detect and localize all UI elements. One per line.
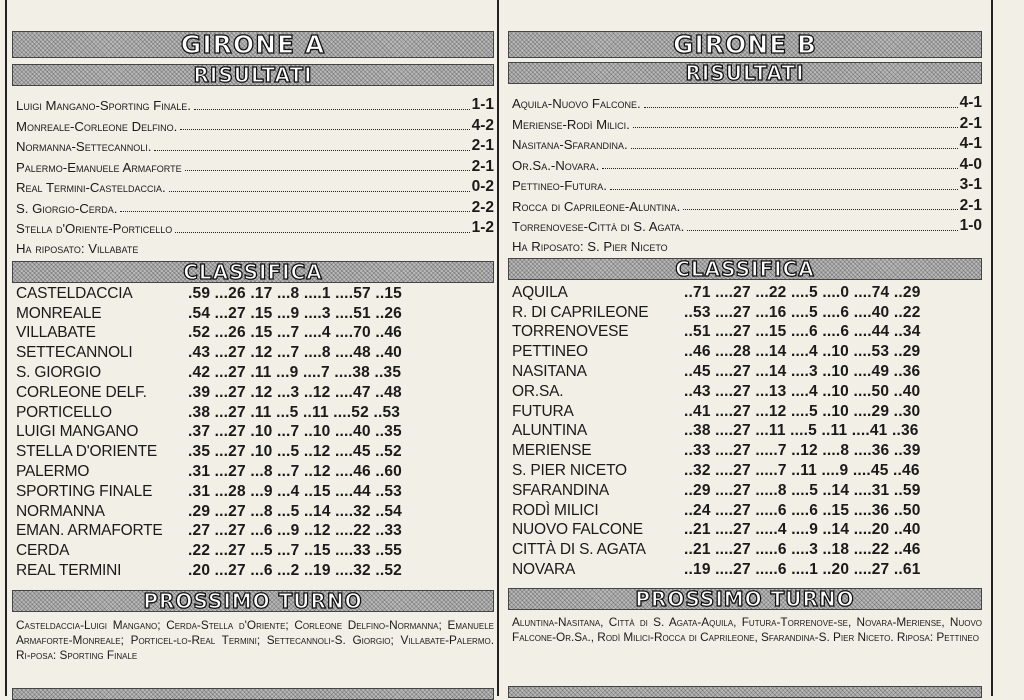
standings-row <box>512 422 982 442</box>
team-stats: ..53 ....27 ...16 ....5 ....6 ....40 ..22 <box>684 303 921 321</box>
result-row <box>512 111 982 132</box>
result-score: 1-2 <box>471 219 494 236</box>
team-name: RODÌ MILICI <box>512 501 599 519</box>
result-score: 0-2 <box>471 178 494 195</box>
girone-b-header <box>508 31 982 58</box>
team-stats: .37 ...27 .10 ...7 ..10 ....40 ..35 <box>188 423 402 441</box>
team-stats: ..21 ....27 .....4 ....9 ..14 ....20 ..40 <box>684 521 921 539</box>
result-match: Monreale-Corleone Delfino. <box>16 118 178 134</box>
standings-row <box>512 540 982 560</box>
result-score: 3-1 <box>959 176 982 193</box>
bottom-bar <box>508 686 982 698</box>
standings-row <box>16 284 494 304</box>
result-row <box>512 90 982 111</box>
standings-row <box>16 442 494 462</box>
result-score: 4-1 <box>959 135 982 152</box>
riposo-note: Ha Riposato: S. Pier Niceto <box>512 238 668 254</box>
standings-row <box>512 283 982 303</box>
girone-a-header <box>12 31 494 58</box>
standings-row <box>512 303 982 323</box>
team-stats: .35 ...27 .10 ...5 ..12 ....45 ..52 <box>188 443 402 461</box>
bottom-bar <box>12 688 494 700</box>
standings-row <box>16 462 494 482</box>
team-name: CERDA <box>16 542 70 560</box>
team-name: NORMANNA <box>16 502 105 520</box>
team-stats: .43 ...27 .12 ...7 ....8 ....48 ..40 <box>188 344 402 362</box>
standings-row <box>16 403 494 423</box>
girone-a-risultati-header <box>12 64 494 86</box>
team-stats: .31 ...28 ...9 ...4 ..15 ....44 ..53 <box>188 482 402 500</box>
team-name: FUTURA <box>512 402 574 420</box>
standings-row <box>16 541 494 561</box>
column-rule-left <box>5 0 7 696</box>
risultati-title: RISULTATI <box>685 61 805 85</box>
standings-row <box>512 402 982 422</box>
team-name: R. DI CAPRILEONE <box>512 303 649 321</box>
team-name: ALUNTINA <box>512 422 588 440</box>
result-match: Stella d'Oriente-Porticello <box>16 221 173 237</box>
result-match: Nasitana-Sfarandina. <box>512 137 628 153</box>
girone-b-title: GIRONE B <box>672 30 818 59</box>
team-stats: .22 ...27 ...5 ...7 ..15 ....33 ..55 <box>188 542 402 560</box>
team-name: LUIGI MANGANO <box>16 423 139 441</box>
result-match: Rocca di Caprileone-Aluntina. <box>512 198 681 214</box>
standings-row <box>16 363 494 383</box>
standings-row <box>512 501 982 521</box>
result-score: 1-0 <box>959 217 982 234</box>
result-match: Aquila-Nuovo Falcone. <box>512 96 641 112</box>
girone-b-prossimo-text: Aluntina-Nasitana, Città di S. Agata-Aquila, Futura-Torrenove-se, Novara-Meriense, Nuovo Falcone-Or.Sa., Rodì Milici-Rocca di Caprileone, Sfarandina-S. Pier Niceto. Riposa: Pettineo <box>512 615 982 644</box>
result-match: S. Giorgio-Cerda. <box>16 200 118 216</box>
standings-row <box>512 461 982 481</box>
standings-row <box>512 441 982 461</box>
team-stats: ..33 ....27 .....7 ..12 ....8 ....36 ..39 <box>684 442 921 460</box>
team-name: S. GIORGIO <box>16 364 101 382</box>
team-stats: ..51 ....27 ...15 ....6 ....6 ....44 ..34 <box>684 323 921 341</box>
result-row <box>16 215 494 236</box>
result-score: 2-1 <box>959 196 982 214</box>
standings-row <box>512 382 982 402</box>
girone-a-title: GIRONE A <box>180 30 326 59</box>
team-name: VILLABATE <box>16 324 96 342</box>
team-name: MERIENSE <box>512 442 592 460</box>
girone-b-results <box>512 90 982 254</box>
team-stats: ..43 ....27 ...13 ....4 ..10 ....50 ..40 <box>684 382 921 400</box>
result-row <box>512 213 982 234</box>
team-name: CITTÀ DI S. AGATA <box>512 541 646 559</box>
team-stats: ..21 ....27 .....6 ....3 ..18 ....22 ..46 <box>684 541 921 559</box>
result-row <box>512 193 982 214</box>
team-name: REAL TERMINI <box>16 562 122 580</box>
team-stats: .42 ...27 .11 ...9 ....7 ....38 ..35 <box>188 364 402 382</box>
girone-a-column <box>12 0 494 696</box>
team-name: OR.SA. <box>512 382 564 400</box>
team-stats: .52 ...26 .15 ...7 ....4 ....70 ..46 <box>188 324 402 342</box>
team-name: TORRENOVESE <box>512 323 629 341</box>
team-stats: .29 ...27 ...8 ...5 ..14 ....32 ..54 <box>188 502 402 520</box>
risultati-title: RISULTATI <box>193 63 313 87</box>
prossimo-turno-title: PROSSIMO TURNO <box>635 587 855 611</box>
girone-a-results <box>16 92 494 256</box>
standings-row <box>16 343 494 363</box>
standings-row <box>16 522 494 542</box>
girone-b-standings <box>512 283 982 580</box>
team-stats: ..38 ....27 ...11 ....5 ..11 ....41 ..36 <box>684 422 919 440</box>
girone-a-prossimo-text: Casteldaccia-Luigi Mangano; Cerda-Stella d'Oriente; Corleone Delfino-Normanna; Emanuele Armaforte-Monreale; Porticel-lo-Real Termini; Settecannoli-S. Giorgio; Villabate-Palermo. Ri-posa: Sporting Finale <box>16 618 494 662</box>
team-stats: ..19 ....27 .....6 ....1 ..20 ....27 ..61 <box>684 561 921 579</box>
result-row <box>16 195 494 216</box>
column-rule-middle <box>497 0 499 696</box>
result-match: Pettineo-Futura. <box>512 178 607 194</box>
team-stats: .59 ...26 .17 ...8 ....1 ....57 ..15 <box>188 284 402 302</box>
result-match: Torrenovese-Città di S. Agata. <box>512 219 685 235</box>
team-stats: ..29 ....27 .....8 ....5 ..14 ....31 ..59 <box>684 481 921 499</box>
girone-b-column <box>508 0 982 696</box>
result-score: 4-1 <box>959 94 982 111</box>
team-name: SETTECANNOLI <box>16 344 133 362</box>
team-name: CASTELDACCIA <box>16 284 133 302</box>
team-name: SPORTING FINALE <box>16 482 153 500</box>
result-match: Palermo-Emanuele Armaforte <box>16 159 182 175</box>
girone-b-risultati-header <box>508 62 982 84</box>
team-stats: .54 ...27 .15 ...9 ....3 ....51 ..26 <box>188 304 402 322</box>
team-stats: .27 ...27 ...6 ...9 ..12 ....22 ..33 <box>188 522 402 540</box>
standings-row <box>16 423 494 443</box>
classifica-title: CLASSIFICA <box>675 257 815 281</box>
standings-row <box>16 502 494 522</box>
team-name: NUOVO FALCONE <box>512 521 643 539</box>
result-score: 1-1 <box>471 96 494 113</box>
result-score: 4-0 <box>959 155 982 173</box>
result-match: Meriense-Rodì Milici. <box>512 116 630 132</box>
girone-a-prossimo-header <box>12 590 494 612</box>
prossimo-turno-title: PROSSIMO TURNO <box>143 589 363 613</box>
result-match: Real Termini-Casteldaccia. <box>16 180 166 196</box>
result-row <box>16 133 494 154</box>
standings-row <box>512 323 982 343</box>
team-name: EMAN. ARMAFORTE <box>16 522 163 540</box>
team-name: PORTICELLO <box>16 403 112 421</box>
standings-row <box>16 324 494 344</box>
result-score: 2-2 <box>471 198 494 216</box>
result-match: Or.Sa.-Novara. <box>512 157 600 173</box>
team-stats: .38 ...27 .11 ...5 ..11 ....52 ..53 <box>188 403 401 421</box>
standings-row <box>512 521 982 541</box>
result-row <box>512 152 982 173</box>
riposo-note: Ha riposato: Villabate <box>16 240 139 256</box>
team-stats: ..41 ....27 ...12 ....5 ..10 ....29 ..30 <box>684 402 921 420</box>
team-stats: ..24 ....27 .....6 ....6 ..15 ....36 ..50 <box>684 501 921 519</box>
result-row <box>16 92 494 113</box>
team-stats: ..32 ....27 .....7 ..11 ....9 ....45 ..46 <box>684 462 920 480</box>
result-row <box>16 113 494 134</box>
team-stats: ..71 ....27 ...22 ....5 ....0 ....74 ..29 <box>684 283 921 301</box>
standings-row <box>16 383 494 403</box>
result-score: 2-1 <box>959 114 982 132</box>
team-stats: .39 ...27 .12 ...3 ..12 ....47 ..48 <box>188 383 402 401</box>
result-row <box>16 174 494 195</box>
standings-row <box>16 561 494 581</box>
team-stats: ..45 ....27 ...14 ....3 ..10 ....49 ..36 <box>684 363 921 381</box>
team-name: S. PIER NICETO <box>512 462 627 480</box>
team-name: PETTINEO <box>512 343 588 361</box>
team-name: AQUILA <box>512 283 568 301</box>
girone-a-standings <box>16 284 494 581</box>
result-score: 4-2 <box>471 116 494 134</box>
girone-b-prossimo-header <box>508 588 982 610</box>
classifica-title: CLASSIFICA <box>183 260 323 284</box>
team-name: STELLA D'ORIENTE <box>16 443 158 461</box>
standings-row <box>16 304 494 324</box>
team-name: NOVARA <box>512 561 576 579</box>
team-stats: ..46 ....28 ...14 ....4 ..10 ....53 ..29 <box>684 343 921 361</box>
team-name: MONREALE <box>16 304 102 322</box>
team-stats: .20 ...27 ...6 ...2 ..19 ....32 ..52 <box>188 562 402 580</box>
girone-a-classifica-header <box>12 261 494 283</box>
result-row <box>16 154 494 175</box>
team-name: SFARANDINA <box>512 481 610 499</box>
result-match: Luigi Mangano-Sporting Finale. <box>16 98 191 114</box>
standings-row <box>512 481 982 501</box>
standings-row <box>512 560 982 580</box>
standings-row <box>16 482 494 502</box>
column-rule-right <box>991 0 993 696</box>
result-row <box>512 172 982 193</box>
team-name: NASITANA <box>512 363 587 381</box>
girone-b-classifica-header <box>508 258 982 280</box>
standings-row <box>512 362 982 382</box>
result-score: 2-1 <box>471 157 494 175</box>
team-stats: .31 ...27 ...8 ...7 ..12 ....46 ..60 <box>188 463 402 481</box>
standings-row <box>512 342 982 362</box>
team-name: PALERMO <box>16 463 90 481</box>
result-row <box>512 131 982 152</box>
team-name: CORLEONE DELF. <box>16 383 147 401</box>
result-match: Normanna-Settecannoli. <box>16 139 152 155</box>
result-score: 2-1 <box>471 137 494 154</box>
